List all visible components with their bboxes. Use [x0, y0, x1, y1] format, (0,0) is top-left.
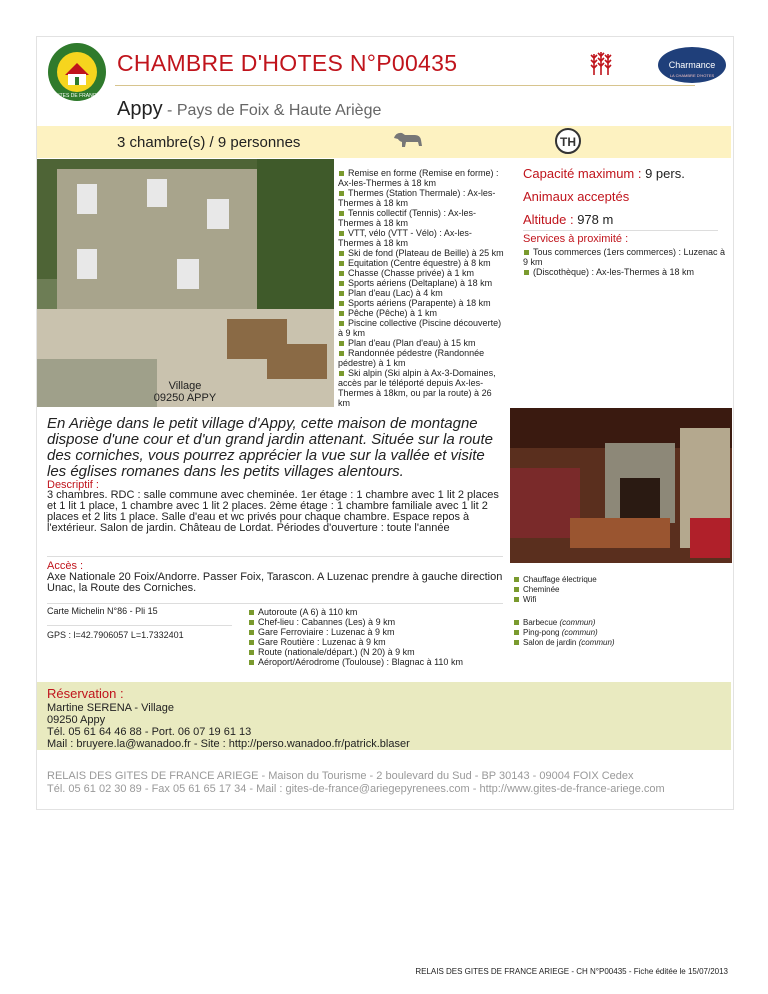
list-item: Plan d'eau (Lac) à 4 km — [338, 288, 504, 298]
list-item: (Discothèque) : Ax-les-Thermes à 18 km — [523, 267, 728, 277]
list-item: Randonnée pédestre (Randonnée pédestre) à 1 km — [338, 348, 485, 368]
list-item: Sports aériens (Parapente) à 18 km — [338, 298, 504, 308]
list-item: Pêche (Pêche) à 1 km — [338, 308, 504, 318]
charmance-text: Charmance — [668, 60, 716, 70]
list-item: Salon de jardin (commun) — [513, 638, 615, 648]
capacity-max: Capacité maximum : 9 pers. — [523, 166, 685, 181]
list-item: Piscine collective (Piscine découverte) à 9 km — [338, 318, 502, 338]
contact-name: Martine SERENA - Village — [47, 702, 174, 714]
list-item: Remise en forme (Remise en forme) : Ax-les-Thermes à 18 km — [338, 168, 499, 188]
list-item: Tennis collectif (Tennis) : Ax-les-Thermes à 18 km — [338, 208, 477, 228]
section-divider — [47, 556, 503, 557]
key-info — [523, 166, 728, 235]
list-item: Autoroute (A 6) à 110 km — [248, 607, 463, 617]
th-label: TH — [560, 135, 576, 149]
location-heading — [117, 98, 381, 121]
list-item: Cheminée — [513, 585, 597, 595]
animals-accepted: Animaux acceptés — [523, 189, 630, 204]
services-title: Services à proximité : — [523, 233, 629, 245]
list-item: VTT, vélo (VTT - Vélo) : Ax-les-Thermes à 18 km — [338, 228, 472, 248]
gps-coordinates: GPS : l=42.7906057 L=1.7332401 — [47, 630, 184, 640]
descriptif-label: Descriptif : — [47, 479, 99, 491]
photo-caption-line2: 09250 APPY — [153, 392, 217, 404]
list-item: Wifi — [513, 595, 597, 605]
list-item: Ping-pong (commun) — [513, 628, 615, 638]
list-item: Tous commerces (1ers commerces) : Luzenac à 9 km — [523, 247, 726, 267]
acces-text: Axe Nationale 20 Foix/Andorre. Passer Foix, Tarascon. A Luzenac prendre à gauche direction Unac, la Route des Corniches. — [47, 571, 503, 594]
equipments-list — [513, 575, 597, 605]
services-divider — [523, 230, 718, 231]
acces-label: Accès : — [47, 560, 84, 572]
town-name: Appy — [117, 98, 163, 120]
photo-caption — [130, 380, 240, 404]
footer-address: RELAIS DES GITES DE FRANCE ARIEGE - Maison du Tourisme - 2 boulevard du Sud - BP 30143 - 09004 FOIX Cedex — [47, 770, 634, 782]
services-list — [523, 247, 728, 277]
region-name: Pays de Foix & Haute Ariège — [176, 102, 382, 119]
list-item: Chasse (Chasse privée) à 1 km — [338, 268, 504, 278]
interior-photo — [510, 408, 732, 563]
list-item: Gare Ferroviaire : Luzenac à 9 km — [248, 627, 463, 637]
contact-phone: Tél. 05 61 64 46 88 - Port. 06 07 19 61 13 — [47, 726, 252, 738]
list-item: Chauffage électrique — [513, 575, 597, 585]
list-item: Sports aériens (Deltaplane) à 18 km — [338, 278, 504, 288]
contact-mail-site[interactable]: Mail : bruyere.la@wanadoo.fr - Site : http://perso.wanadoo.fr/patrick.blaser — [47, 738, 410, 750]
charmance-logo — [657, 46, 727, 84]
michelin-map-ref: Carte Michelin N°86 - Pli 15 — [47, 606, 158, 616]
list-item: Equitation (Centre équestre) à 8 km — [338, 258, 504, 268]
altitude: Altitude : 978 m — [523, 212, 614, 227]
list-item: Route (nationale/départ.) (N 20) à 9 km — [248, 647, 463, 657]
activities-list — [338, 168, 504, 408]
list-item: Plan d'eau (Plan d'eau) à 15 km — [338, 338, 504, 348]
capacity-text: 3 chambre(s) / 9 personnes — [117, 134, 301, 151]
gites-de-france-logo — [47, 42, 107, 102]
list-item: Chef-lieu : Cabannes (Les) à 9 km — [248, 617, 463, 627]
carte-divider — [47, 625, 232, 626]
acces-divider — [47, 603, 503, 604]
table-hotes-icon — [554, 127, 582, 155]
descriptif-text: 3 chambres. RDC : salle commune avec cheminée. 1er étage : 1 chambre avec 1 lit 2 places et 1 lit 1 place, 1 chambre avec 1 lit 2 places. 2ème étage : 1 chambre familiale avec 1 lit 2 places et 2 lits 1 place. Salle d'eau et wc privés pour chaque chambre. Espace repos à l'extérieur. Salon de jardin. Château de Lordat. Périodes d'ouverture : toute l'année — [47, 489, 499, 534]
footer — [47, 770, 665, 796]
description: En Ariège dans le petit village d'Appy, cette maison de montagne dispose d'une cour et d'un grand jardin attenant. Située sur la route des corniches, vous pourrez apprécier la vue sur la vallée et visite les églises romanes dans les petits villages alentours. — [47, 415, 494, 480]
reservation-contact — [47, 702, 410, 750]
wheat-ears-rating-icon — [586, 48, 616, 78]
list-item: Gare Routière : Luzenac à 9 km — [248, 637, 463, 647]
region-separator: - — [162, 102, 177, 119]
svg-text:GITES DE FRANCE: GITES DE FRANCE — [54, 93, 100, 99]
page-title: CHAMBRE D'HOTES N°P00435 — [117, 50, 458, 76]
list-item: Barbecue (commun) — [513, 618, 615, 628]
list-item: Thermes (Station Thermale) : Ax-les-Thermes à 18 km — [338, 188, 496, 208]
distances-list — [248, 607, 463, 667]
contact-city: 09250 Appy — [47, 714, 106, 726]
charmance-sub: LA CHAMBRE D'HOTES — [669, 73, 715, 78]
reservation-title: Réservation : — [47, 686, 124, 701]
print-note: RELAIS DES GITES DE FRANCE ARIEGE - CH N°P00435 - Fiche éditée le 15/07/2013 — [415, 967, 728, 976]
leisure-list — [513, 618, 615, 648]
dog-icon — [390, 128, 424, 154]
title-divider — [115, 85, 695, 86]
list-item: Aéroport/Aérodrome (Toulouse) : Blagnac à 110 km — [248, 657, 463, 667]
house-photo — [37, 159, 334, 407]
list-item: Ski alpin (Ski alpin à Ax-3-Domaines, accès par le téléporté depuis Ax-les-Thermes à 18km, ou par la route) à 26 km — [338, 368, 496, 408]
list-item: Ski de fond (Plateau de Beille) à 25 km — [338, 248, 504, 258]
footer-contact: Tél. 05 61 02 30 89 - Fax 05 61 65 17 34 - Mail : gites-de-france@ariegepyrenees.com - http://www.gites-de-france-ariege.com — [47, 783, 665, 795]
photo-caption-line1: Village — [168, 380, 202, 392]
